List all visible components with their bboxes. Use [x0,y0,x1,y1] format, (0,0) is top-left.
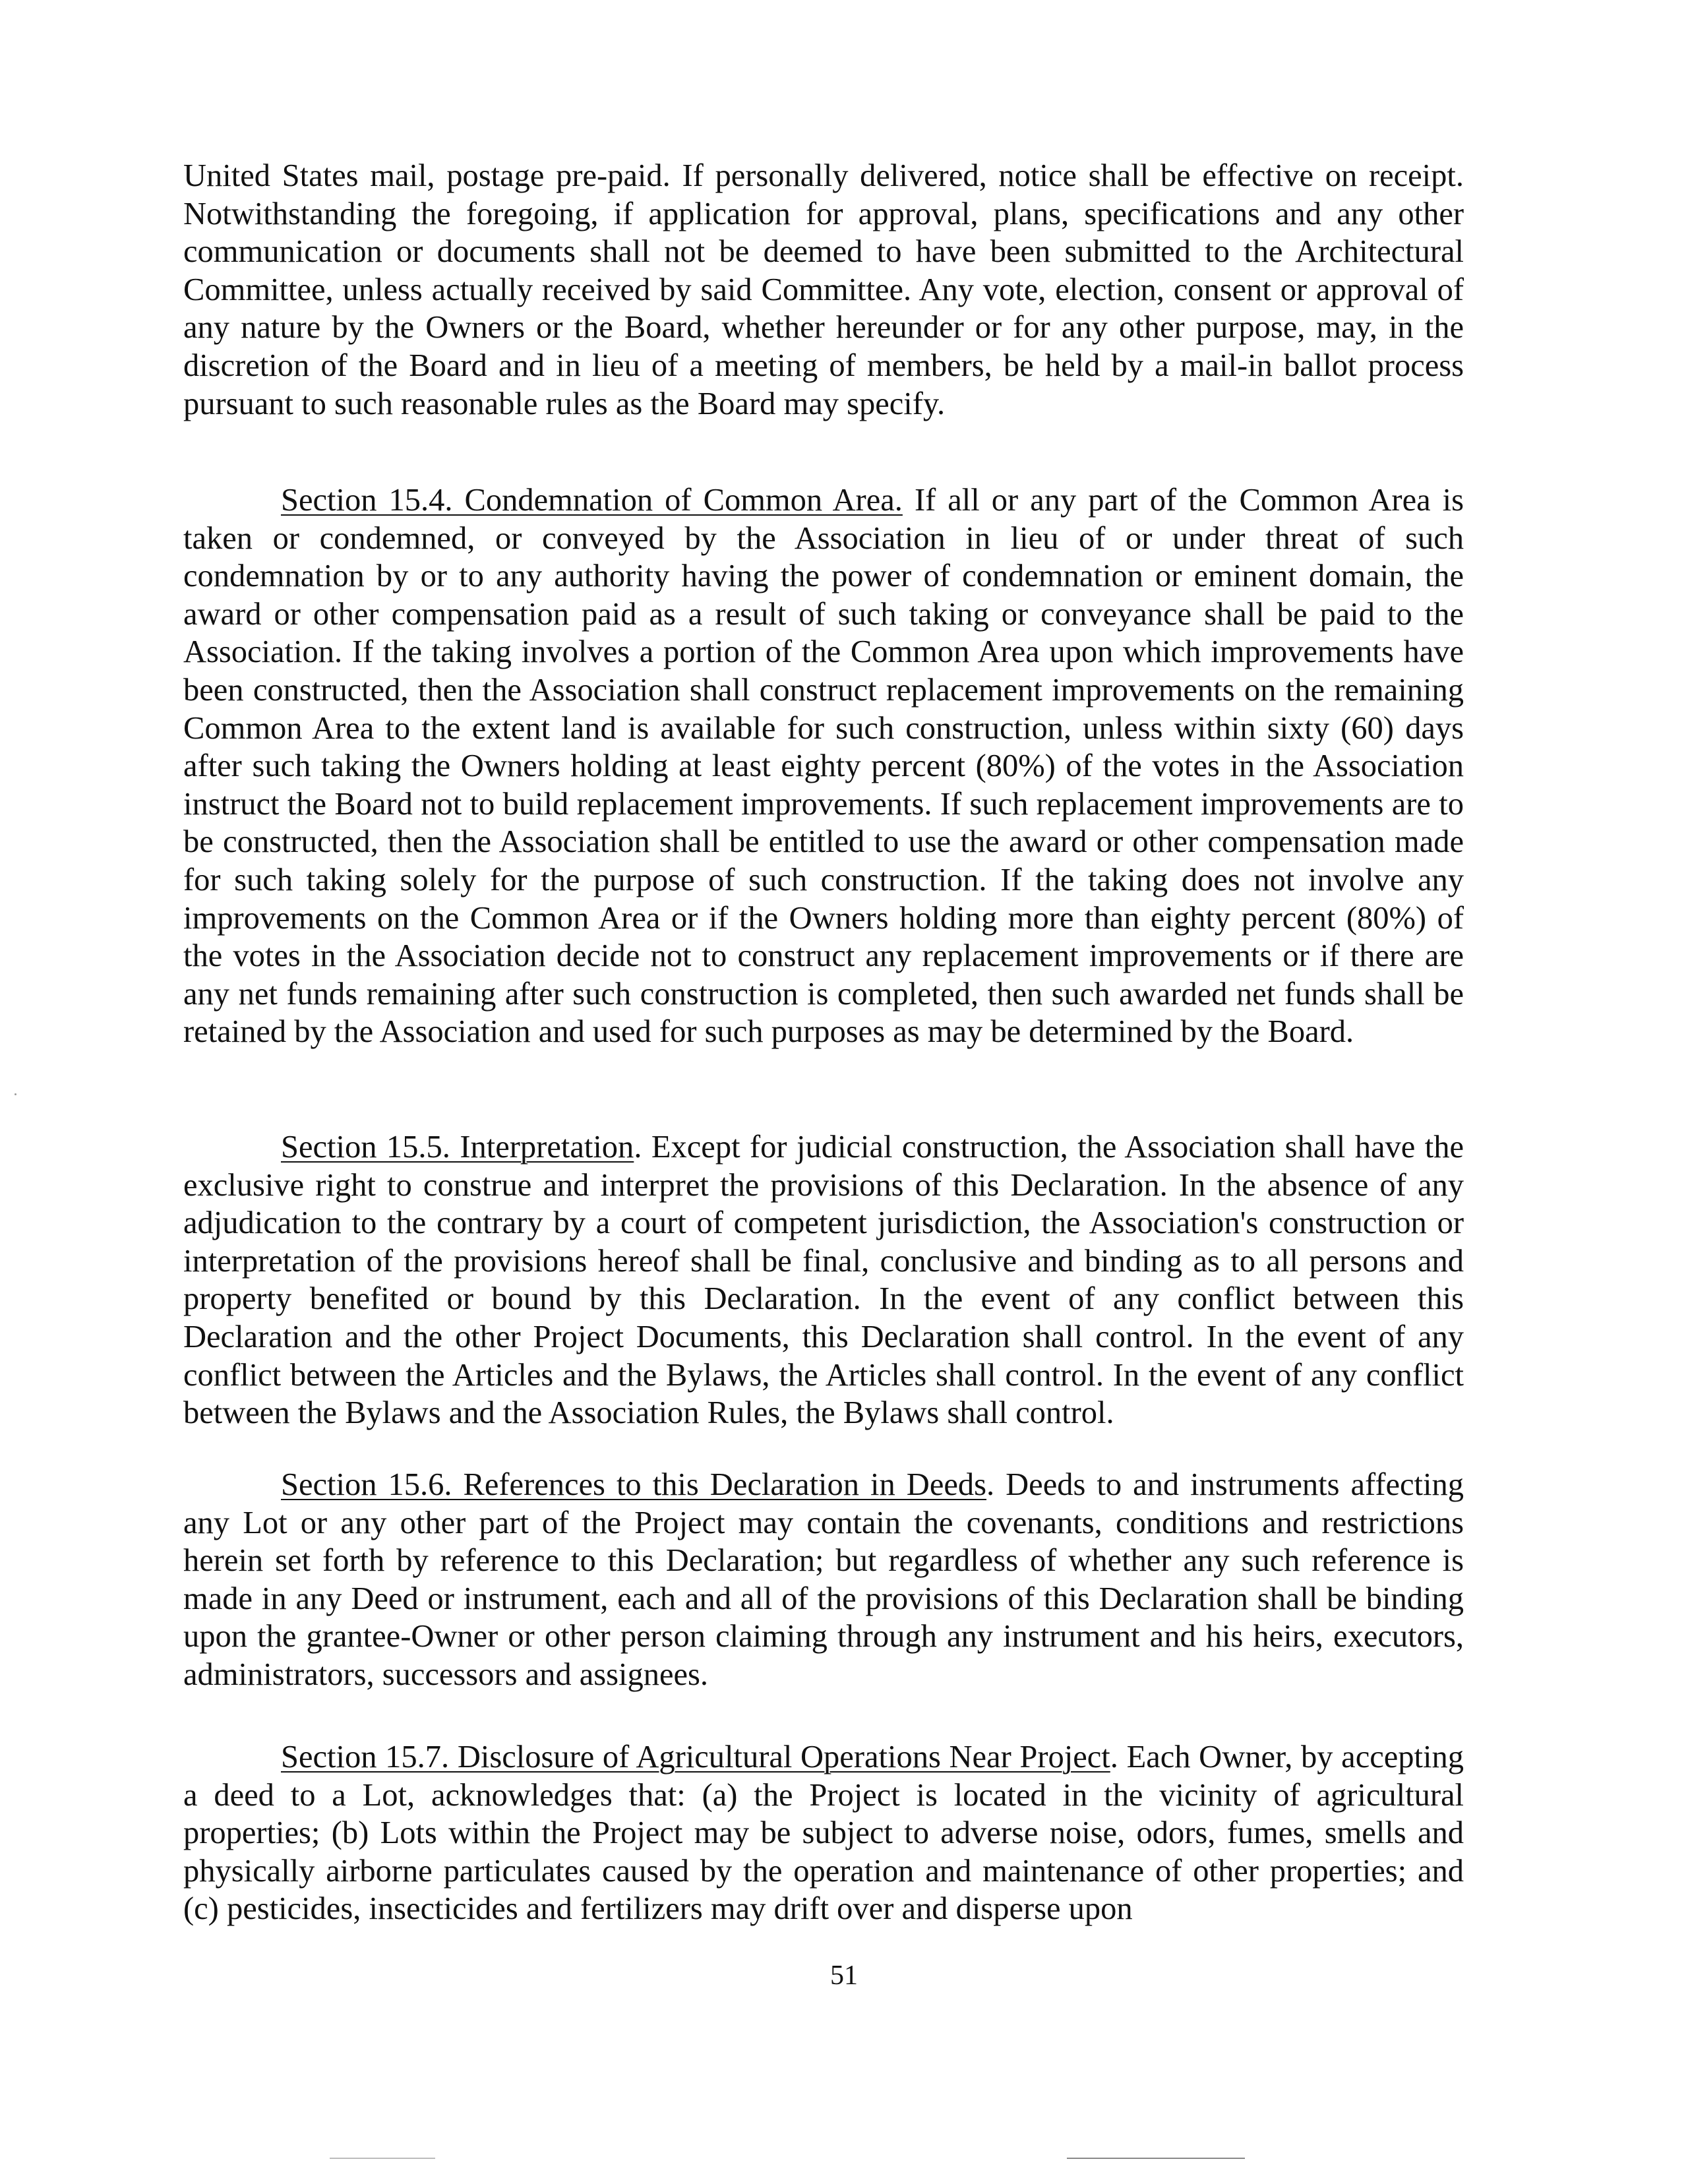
paragraph-continuation [183,157,1464,423]
section-heading: Section 15.4. Condemnation of Common Area. [281,483,903,518]
section-heading: Section 15.7. Disclosure of Agricultural Operations Near Project [281,1740,1110,1774]
paragraph-text: . Each Owner, by accepting a deed to a Lot, acknowledges that: (a) the Project is located in the vicinity of agricultural properties; (b) Lots within the Project may be subject to adverse noise, odors, fumes, smells and physically airborne particulates caused by the operation and maintenance of other properties; and (c) pesticides, insecticides and fertilizers may drift over and disperse upon [183,1740,1464,1927]
paragraph-text: If all or any part of the Common Area is taken or condemned, or conveyed by the Association in lieu of or under threat of such condemnation by or to any authority having the power of condemnation or eminent domain, the award or other compensation paid as a result of such taking or conveyance shall be paid to the Association. If the taking involves a portion of the Common Area upon which improvements have been constructed, then the Association shall construct replacement improvements on the remaining Common Area to the extent land is available for such construction, unless within sixty (60) days after such taking the Owners holding at least eighty percent (80%) of the votes in the Association instruct the Board not to build replacement improvements. If such replacement improvements are to be constructed, then the Association shall be entitled to use the award or other compensation made for such taking solely for the purpose of such construction. If the taking does not involve any improvements on the Common Area or if the Owners holding more than eighty percent (80%) of the votes in the Association decide not to construct any replacement improvements or if there are any net funds remaining after such construction is completed, then such awarded net funds shall be retained by the Association and used for such purposes as may be determined by the Board. [183,483,1464,1050]
paragraph-text: . Except for judicial construction, the Association shall have the exclusive right to construe and interpret the provisions of this Declaration. In the absence of any adjudication to the contrary by a court of competent jurisdiction, the Association's construction or interpretation of the provisions hereof shall be final, conclusive and binding as to all persons and property benefited or bound by this Declaration. In the event of any conflict between this Declaration and the other Project Documents, this Declaration shall control. In the event of any conflict between the Articles and the Bylaws, the Articles shall control. In the event of any conflict between the Bylaws and the Association Rules, the Bylaws shall control. [183,1130,1464,1431]
section-heading: Section 15.5. Interpretation [281,1130,634,1165]
section-heading: Section 15.6. References to this Declaration in Deeds [281,1467,986,1502]
paragraph-text: . Deeds to and instruments affecting any Lot or any other part of the Project may contain the covenants, conditions and restrictions herein set forth by reference to this Declaration; but regardless of whether any such reference is made in any Deed or instrument, each and all of the provisions of this Declaration shall be binding upon the grantee-Owner or other person claiming through any instrument and his heirs, executors, administrators, successors and assignees. [183,1467,1464,1692]
scan-speck [15,1093,16,1095]
page-number: 51 [830,1960,858,1991]
section-15-4-paragraph [183,481,1464,1051]
paragraph-text: United States mail, postage pre-paid. If personally delivered, notice shall be effective on receipt. Notwithstanding the foregoing, if application for approval, plans, specifications and any other communication or documents shall not be deemed to have been submitted to the Architectural Committee, unless actually received by said Committee. Any vote, election, consent or approval of any nature by the Owners or the Board, whether hereunder or for any other purpose, may, in the discretion of the Board and in lieu of a meeting of members, be held by a mail-in ballot process pursuant to such reasonable rules as the Board may specify. [183,158,1464,421]
scan-artifact-line [330,2158,435,2159]
section-15-6-paragraph [183,1466,1464,1694]
section-15-7-paragraph [183,1738,1464,1928]
scan-artifact-line [1067,2158,1245,2159]
section-15-5-paragraph [183,1128,1464,1432]
